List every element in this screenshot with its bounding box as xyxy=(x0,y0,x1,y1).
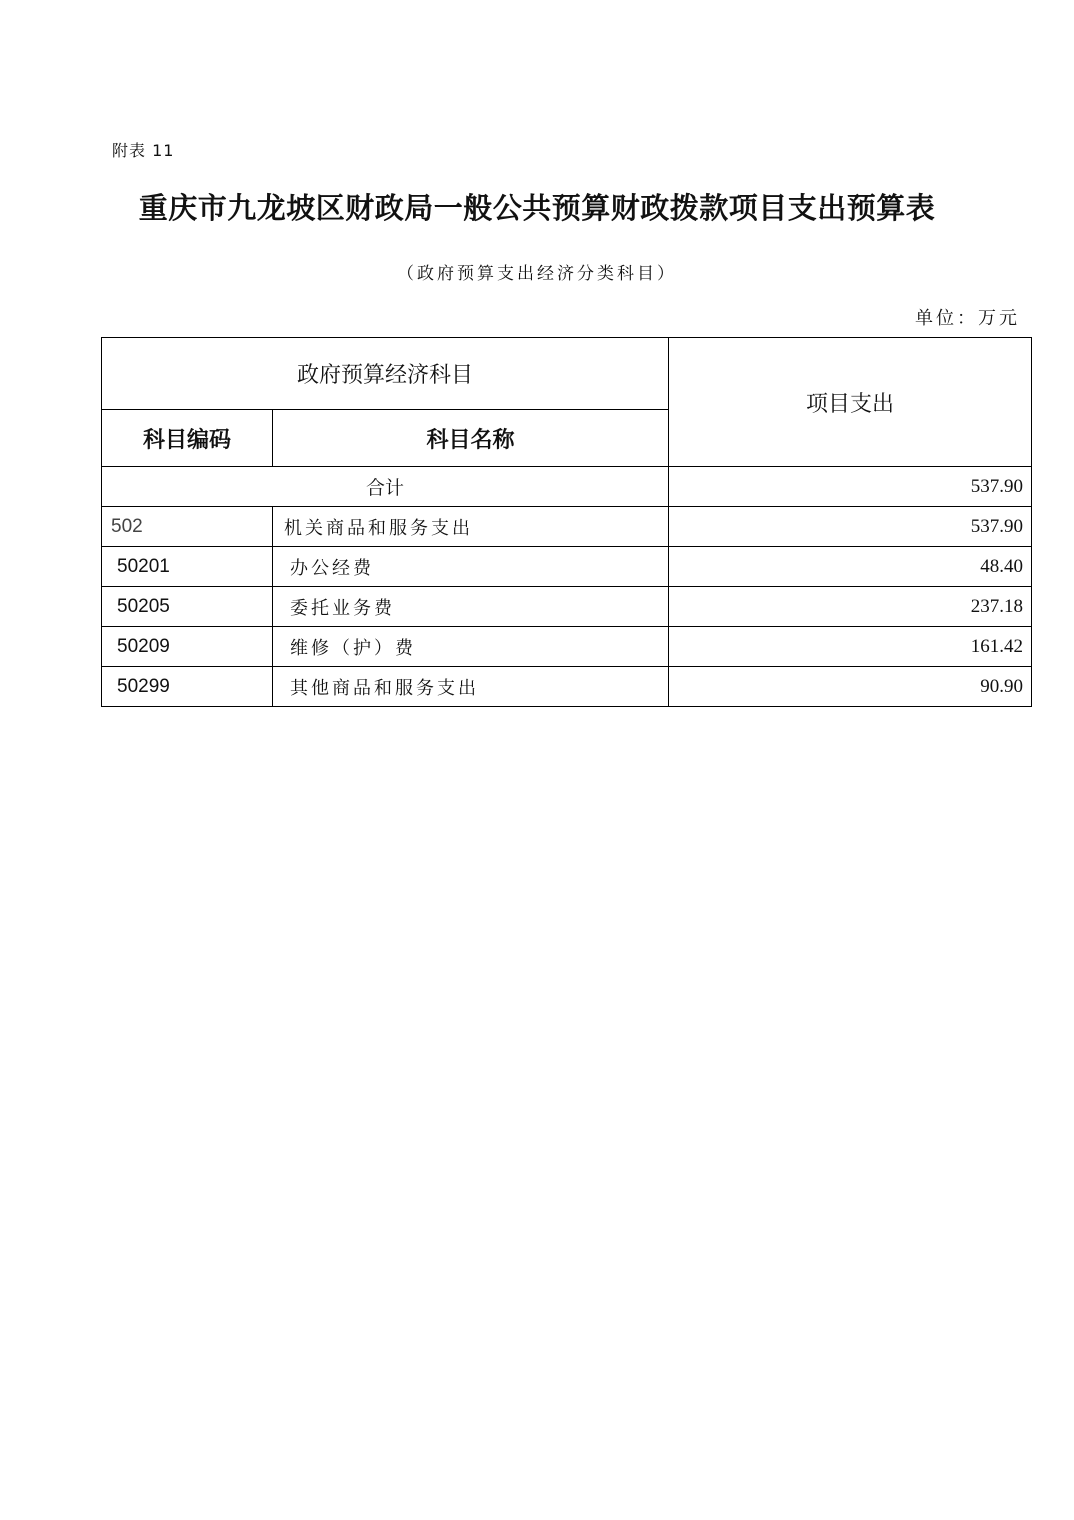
row-name: 办公经费 xyxy=(273,547,669,587)
header-subject-name: 科目名称 xyxy=(273,410,669,467)
table-row xyxy=(102,667,1032,707)
row-amount: 90.90 xyxy=(669,667,1032,707)
header-economic-subject: 政府预算经济科目 xyxy=(102,338,669,410)
table-row xyxy=(102,627,1032,667)
row-code: 50201 xyxy=(102,547,273,587)
row-code: 50299 xyxy=(102,667,273,707)
row-code: 50205 xyxy=(102,587,273,627)
row-name: 其他商品和服务支出 xyxy=(273,667,669,707)
budget-table xyxy=(101,337,1032,707)
row-amount: 161.42 xyxy=(669,627,1032,667)
row-code: 502 xyxy=(102,507,273,547)
annex-label: 附表 11 xyxy=(112,141,175,160)
document-title: 重庆市九龙坡区财政局一般公共预算财政拨款项目支出预算表 xyxy=(138,191,936,225)
row-name: 维修（护）费 xyxy=(273,627,669,667)
document-subtitle: （政府预算支出经济分类科目） xyxy=(397,264,677,284)
row-name: 委托业务费 xyxy=(273,587,669,627)
total-value: 537.90 xyxy=(669,467,1032,507)
header-project-expenditure: 项目支出 xyxy=(669,338,1032,467)
total-row xyxy=(102,467,1032,507)
row-amount: 48.40 xyxy=(669,547,1032,587)
row-amount: 537.90 xyxy=(669,507,1032,547)
unit-label: 单位：万元 xyxy=(915,308,1020,329)
total-label: 合计 xyxy=(102,467,669,507)
header-subject-code: 科目编码 xyxy=(102,410,273,467)
row-code: 50209 xyxy=(102,627,273,667)
row-name: 机关商品和服务支出 xyxy=(273,507,669,547)
table-row xyxy=(102,507,1032,547)
table-row xyxy=(102,547,1032,587)
table-row xyxy=(102,587,1032,627)
row-amount: 237.18 xyxy=(669,587,1032,627)
